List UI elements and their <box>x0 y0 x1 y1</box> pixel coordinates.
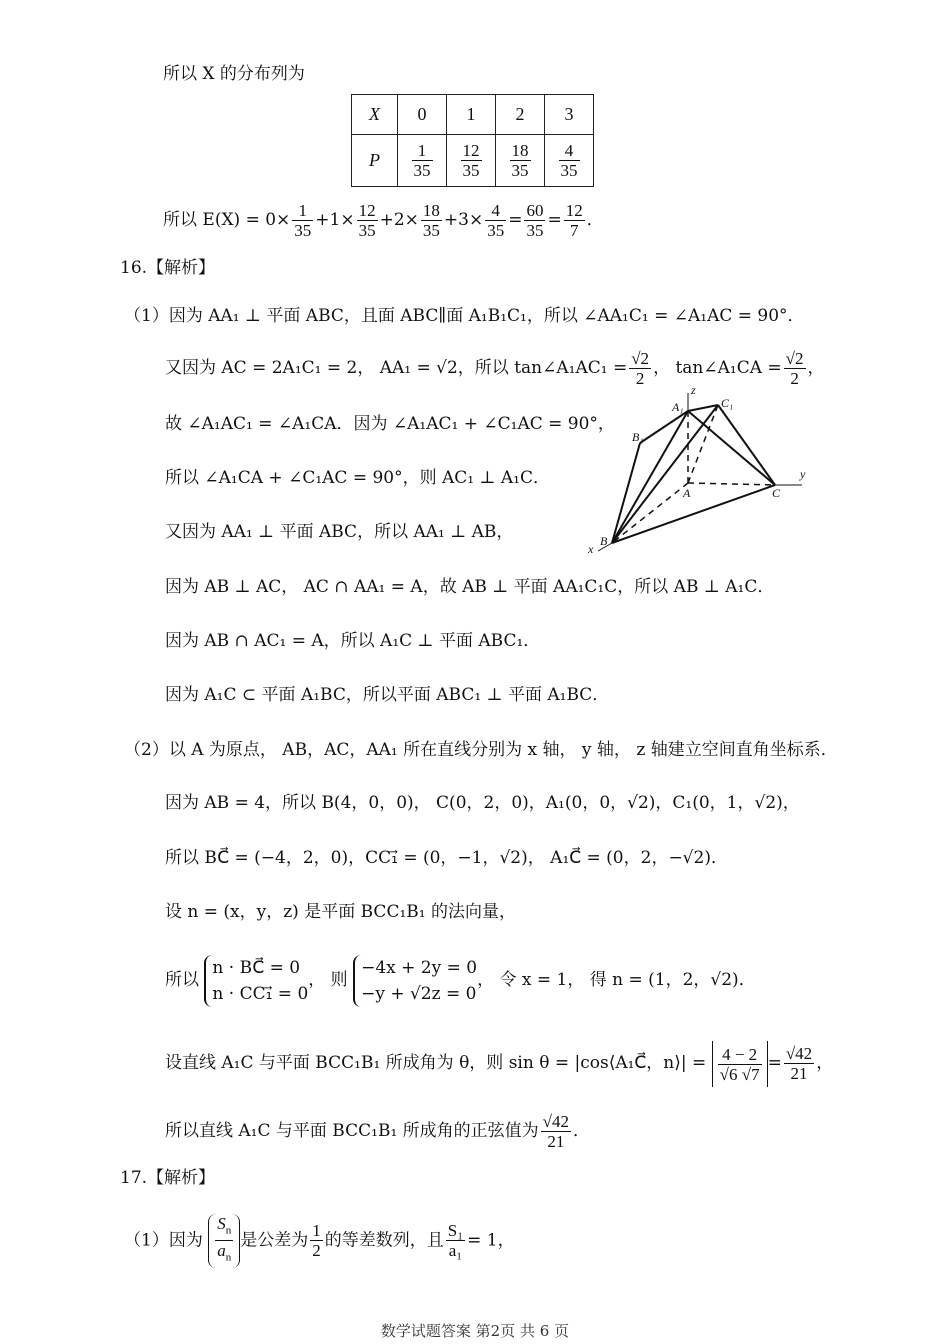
fraction: $\frac{18}{35}$ <box>422 201 440 240</box>
prism-figure <box>580 385 820 555</box>
solution-line: 所以 BC⃗ = (−4，2，0)，CC₁⃗ = (0，−1，√2)， A₁C⃗ = (0，2，−√2)． <box>165 848 728 868</box>
label-z-axis: z <box>691 385 696 397</box>
equation-system: n · BC⃗ = 0 n · CC₁⃗ = 0 <box>204 955 308 1007</box>
solution-line: 所以 ∠A₁CA + ∠C₁AC = 90°，则 AC₁ ⊥ A₁C． <box>165 468 551 488</box>
table-cell: P <box>352 135 398 187</box>
label-c: C <box>772 486 781 500</box>
solution-line: 设 n = (x，y，z) 是平面 BCC₁B₁ 的法向量， <box>165 902 516 922</box>
label-b: B <box>600 534 608 548</box>
solution-line: （2）以 A 为原点， AB，AC，AA₁ 所在直线分别为 x 轴， y 轴， z 轴建立空间直角坐标系． <box>124 740 838 760</box>
table-cell: 0 <box>398 95 447 135</box>
solution-line: 因为 AB ∩ AC₁ = A，所以 A₁C ⊥ 平面 ABC₁． <box>165 631 541 651</box>
fraction: $\frac{4}{35}$ <box>560 141 578 180</box>
solution-line: 因为 AB = 4，所以 B(4，0，0)， C(0，2，0)，A₁(0，0，√2)，C₁(0，1，√2)， <box>165 793 800 813</box>
page-footer: 数学试题答案 第2页 共 6 页 <box>380 1322 570 1340</box>
label-c1: C₁ <box>721 396 734 410</box>
solution-line: 故 ∠A₁AC₁ = ∠A₁CA．因为 ∠A₁AC₁ + ∠C₁AC = 90°， <box>165 414 615 434</box>
fraction: $\frac{12}{35}$ <box>358 201 376 240</box>
fraction: $\frac{1}{2}$ <box>312 1221 321 1261</box>
fraction: $\frac{60}{35}$ <box>526 201 544 240</box>
solution-line: 因为 A₁C ⊂ 平面 A₁BC，所以平面 ABC₁ ⊥ 平面 A₁BC． <box>165 685 610 705</box>
fraction: $\frac{√42}{21}$ <box>542 1112 570 1151</box>
fraction: $\frac{12}{35}$ <box>462 141 480 180</box>
table-cell <box>496 135 545 187</box>
solution-line: 设直线 A₁C 与平面 BCC₁B₁ 所成角为 θ，则 sin θ = |cos⟨A₁C⃗，n⟩| = $\frac{4 - 2}{√6 √7}$ = $\frac{√42}{21}$ ， <box>165 1040 833 1087</box>
fraction: $\frac{1}{35}$ <box>413 141 431 180</box>
fraction: $\frac{\text{S₁}}{\text{a₁}}$ <box>447 1221 464 1261</box>
solution-line: 所以直线 A₁C 与平面 BCC₁B₁ 所成角的正弦值为 $\frac{√42}{21}$ ． <box>165 1112 591 1151</box>
fraction: $\frac{4}{35}$ <box>487 201 505 240</box>
label-a1: A₁ <box>672 400 684 414</box>
solution-line: 所以 n · BC⃗ = 0 n · CC₁⃗ = 0 ， 则 −4x + 2y = 0 −y + √2z = 0 ， 令 x = 1， 得 n = (1，2，√2)． <box>165 952 756 1008</box>
fraction: $\frac{1}{35}$ <box>294 201 312 240</box>
table-cell <box>398 135 447 187</box>
fraction: $\frac{√42}{21}$ <box>785 1044 813 1083</box>
label-a: A <box>683 486 691 500</box>
solution-line: （1）因为 $\frac{S_n}{a_n}$ 是公差为 $\frac{1}{2}$ 的等差数列，且 $\frac{\text{S₁}}{\text{a₁}}$ = 1， <box>124 1214 515 1268</box>
expectation-line: 所以 E(X) = 0× $\frac{1}{35}$ +1× $\frac{12}{35}$ +2× $\frac{18}{35}$ +3× $\frac{4}{35}$ = $\frac{60}{35}$ = $\frac{12}{7}$ ． <box>163 201 604 240</box>
fraction: $\frac{18}{35}$ <box>511 141 529 180</box>
dist-intro: 所以 X 的分布列为 <box>163 64 305 84</box>
brace-sequence <box>208 1214 240 1268</box>
equation-system: −4x + 2y = 0 −y + √2z = 0 <box>353 955 477 1007</box>
table-cell: X <box>352 95 398 135</box>
fraction: $\frac{√2}{2}$ <box>785 349 804 388</box>
fraction: $\frac{4 - 2}{√6 √7}$ <box>719 1044 760 1084</box>
table-cell: 3 <box>545 95 594 135</box>
solution-line: 因为 AB ⊥ AC， AC ∩ AA₁ = A，故 AB ⊥ 平面 AA₁C₁C，所以 AB ⊥ A₁C． <box>165 577 775 597</box>
fraction: $\frac{S_n}{a_n}$ <box>217 1214 232 1264</box>
label-y-axis: y <box>800 467 806 481</box>
label-b1: B₁ <box>632 430 644 444</box>
label-x-axis: x <box>588 542 594 555</box>
fraction: $\frac{12}{7}$ <box>565 201 583 240</box>
solution-line: 又因为 AA₁ ⊥ 平面 ABC，所以 AA₁ ⊥ AB， <box>165 522 514 542</box>
table-cell: 2 <box>496 95 545 135</box>
solution-line: 又因为 AC = 2A₁C₁ = 2， AA₁ = √2，所以 tan∠A₁AC₁ = $\frac{√2}{2}$ ， tan∠A₁CA = $\frac{√2}{2}$ ， <box>165 349 825 388</box>
distribution-table <box>351 94 594 187</box>
fraction: $\frac{√2}{2}$ <box>631 349 650 388</box>
problem-16-heading: 16.【解析】 <box>120 258 216 278</box>
solution-line: （1）因为 AA₁ ⊥ 平面 ABC，且面 ABC∥面 A₁B₁C₁，所以 ∠AA₁C₁ = ∠A₁AC = 90°． <box>124 306 805 326</box>
table-cell <box>447 135 496 187</box>
table-cell <box>545 135 594 187</box>
problem-17-heading: 17.【解析】 <box>120 1168 216 1188</box>
abs-fraction <box>712 1041 768 1087</box>
table-cell: 1 <box>447 95 496 135</box>
